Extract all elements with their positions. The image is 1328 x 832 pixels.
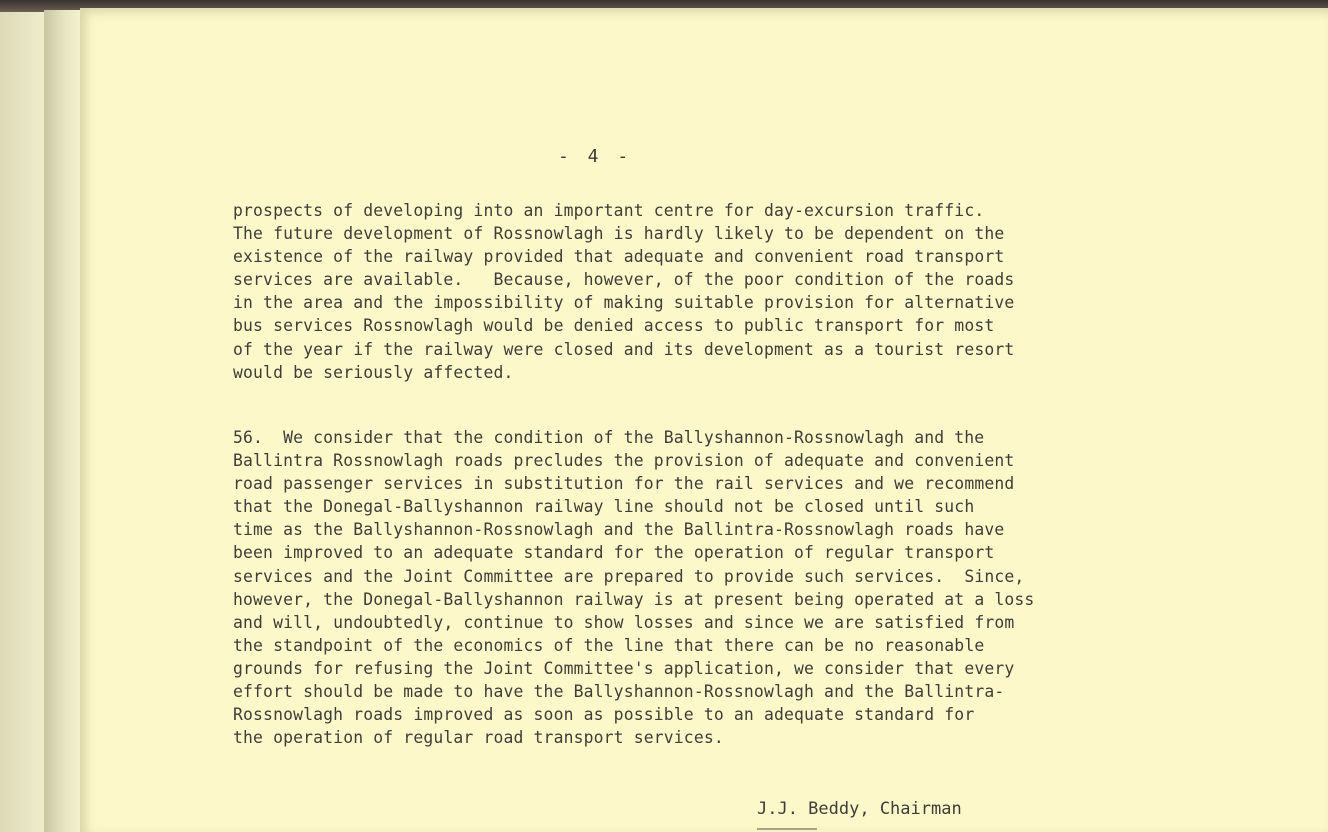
text-line: services and the Joint Committee are prepared to provide such services. Since, — [233, 566, 1025, 586]
text-line: the standpoint of the economics of the line that there can be no reasonable — [233, 635, 985, 655]
page-number: - 4 - — [558, 146, 633, 167]
text-line: been improved to an adequate standard for the operation of regular transport — [233, 543, 995, 563]
text-line: services are available. Because, however, of the poor condition of the roads — [233, 270, 1015, 290]
text-line: in the area and the impossibility of making suitable provision for alternative — [233, 293, 1015, 313]
text-line: Rossnowlagh roads improved as soon as possible to an adequate standard for — [233, 705, 975, 725]
paragraph-continued — [233, 199, 1014, 384]
page-binding — [44, 10, 84, 832]
text-line: The future development of Rossnowlagh is hardly likely to be dependent on the — [233, 224, 1005, 244]
cut-off-next-line — [757, 824, 827, 832]
text-line: existence of the railway provided that adequate and convenient road transport — [233, 247, 1005, 267]
signature-line: J.J. Beddy, Chairman — [757, 799, 962, 819]
text-line-content: We consider that the condition of the Ballyshannon-Rossnowlagh and the — [283, 428, 985, 447]
text-line: grounds for refusing the Joint Committee's application, we consider that every — [233, 658, 1015, 678]
text-line: bus services Rossnowlagh would be denied access to public transport for most — [233, 316, 995, 336]
paragraph-56 — [233, 426, 1034, 749]
text-line: of the year if the railway were closed and its development as a tourist resort — [233, 339, 1015, 359]
text-line: and will, undoubtedly, continue to show losses and since we are satisfied from — [233, 612, 1015, 632]
text-line: time as the Ballyshannon-Rossnowlagh and the Ballintra-Rossnowlagh roads have — [233, 520, 1005, 540]
text-line: however, the Donegal-Ballyshannon railway is at present being operated at a loss — [233, 589, 1035, 609]
paragraph-number: 56. — [233, 428, 264, 447]
text-line: Ballintra Rossnowlagh roads precludes the provision of adequate and convenient — [233, 451, 1015, 471]
text-line: effort should be made to have the Ballyshannon-Rossnowlagh and the Ballintra- — [233, 682, 1005, 702]
text-line — [233, 426, 1034, 449]
text-line: that the Donegal-Ballyshannon railway line should not be closed until such — [233, 497, 975, 517]
text-line: road passenger services in substitution for the rail services and we recommend — [233, 474, 1015, 494]
text-line: the operation of regular road transport services. — [233, 728, 724, 748]
text-line: would be seriously affected. — [233, 362, 514, 382]
text-line: prospects of developing into an important centre for day-excursion traffic. — [233, 201, 985, 220]
